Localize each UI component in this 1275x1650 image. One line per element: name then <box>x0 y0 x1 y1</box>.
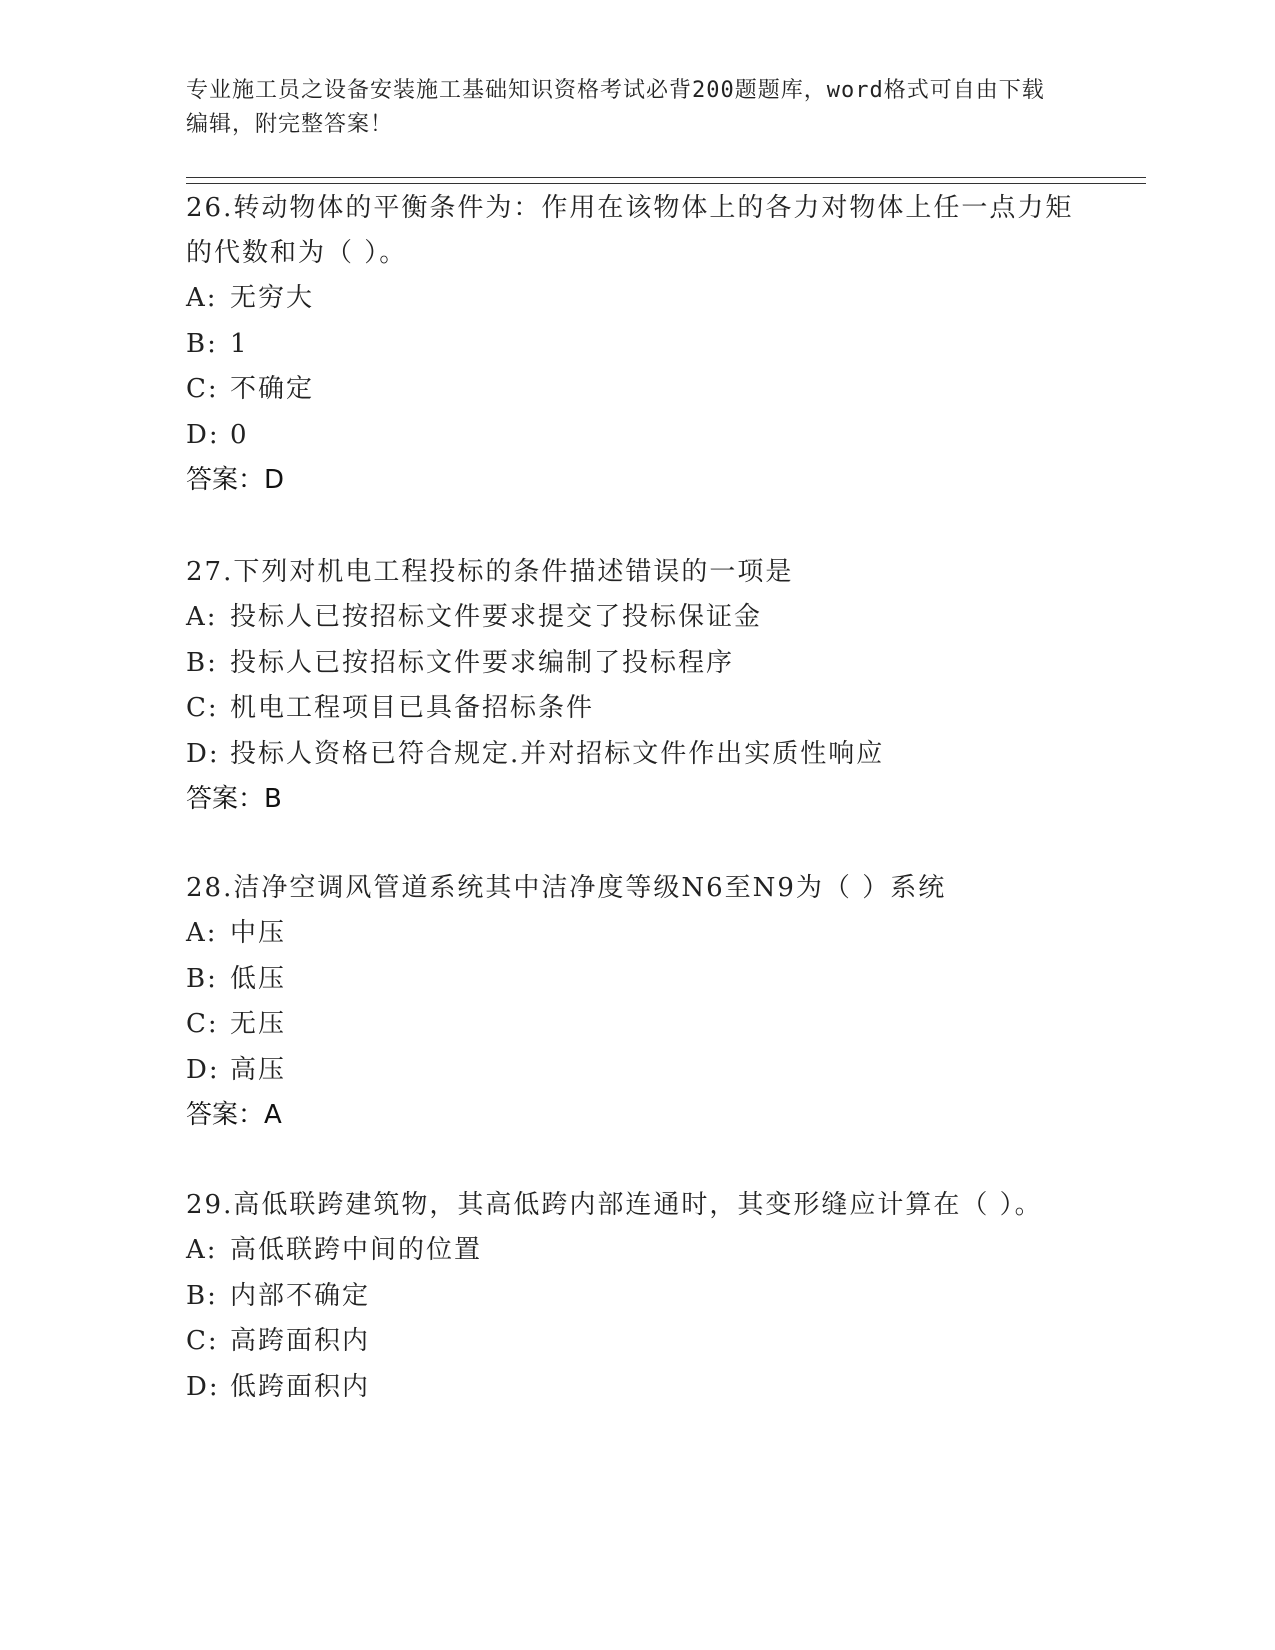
option-text: 1 <box>230 328 249 359</box>
answer-label: 答案： <box>186 1100 265 1130</box>
option-d <box>186 732 1086 778</box>
option-text: 内部不确定 <box>230 1280 371 1311</box>
question-28 <box>186 866 1086 1138</box>
option-text: 机电工程项目已具备招标条件 <box>230 693 595 723</box>
option-key: C: <box>186 1326 219 1356</box>
header-divider-top <box>186 177 1146 178</box>
answer-value: B <box>264 784 282 814</box>
answer-line <box>186 458 1086 503</box>
option-c <box>186 1002 1086 1048</box>
option-key: B: <box>186 1280 218 1311</box>
option-key: D: <box>186 738 220 769</box>
option-key: A: <box>186 1235 218 1265</box>
answer-value: D <box>264 465 285 495</box>
option-key: B: <box>186 963 218 994</box>
answer-line <box>186 777 1086 822</box>
option-text: 无穷大 <box>230 283 315 313</box>
option-key: D: <box>186 1371 220 1402</box>
answer-label: 答案： <box>186 784 265 814</box>
question-29 <box>186 1183 1086 1410</box>
option-b <box>186 322 1086 368</box>
option-d <box>186 1048 1086 1094</box>
option-b <box>186 957 1086 1003</box>
option-text: 不确定 <box>230 374 315 404</box>
option-c <box>186 686 1086 732</box>
option-text: 中压 <box>230 918 287 948</box>
option-c <box>186 1319 1086 1365</box>
option-c <box>186 367 1086 413</box>
option-key: D: <box>186 1054 220 1085</box>
option-b <box>186 641 1086 687</box>
answer-label: 答案： <box>186 465 265 495</box>
option-a <box>186 276 1086 322</box>
option-key: C: <box>186 1009 219 1039</box>
option-a <box>186 911 1086 957</box>
option-text: 投标人已按招标文件要求编制了投标程序 <box>230 647 735 678</box>
option-text: 高跨面积内 <box>230 1326 371 1356</box>
option-key: C: <box>186 693 219 723</box>
option-text: 无压 <box>230 1009 287 1039</box>
option-key: B: <box>186 328 218 359</box>
option-b <box>186 1274 1086 1320</box>
option-d <box>186 1365 1086 1411</box>
question-stem: 27.下列对机电工程投标的条件描述错误的一项是 <box>186 557 794 587</box>
option-text: 投标人资格已符合规定.并对招标文件作出实质性响应 <box>230 738 885 769</box>
option-key: C: <box>186 374 219 404</box>
option-key: A: <box>186 918 218 948</box>
option-key: D: <box>186 419 220 450</box>
option-key: B: <box>186 647 218 678</box>
option-a <box>186 595 1086 641</box>
option-text: 高压 <box>230 1054 287 1085</box>
header-divider-bottom <box>186 183 1146 184</box>
option-text: 低跨面积内 <box>230 1371 371 1402</box>
option-text: 投标人已按招标文件要求提交了投标保证金 <box>230 602 763 632</box>
option-text: 0 <box>230 419 249 450</box>
option-d <box>186 413 1086 459</box>
document-intro: 专业施工员之设备安装施工基础知识资格考试必背200题题库，word格式可自由下载编辑，附完整答案！ <box>186 78 1045 137</box>
question-stem: 28.洁净空调风管道系统其中洁净度等级N6至N9为（ ）系统 <box>186 873 947 903</box>
question-stem: 29.高低联跨建筑物，其高低跨内部连通时，其变形缝应计算在（ ）。 <box>186 1190 1043 1220</box>
question-26 <box>186 186 1086 503</box>
option-text: 高低联跨中间的位置 <box>230 1235 483 1265</box>
question-27 <box>186 550 1086 822</box>
option-text: 低压 <box>230 963 287 994</box>
answer-value: A <box>264 1100 282 1130</box>
option-key: A: <box>186 602 218 632</box>
answer-line <box>186 1093 1086 1138</box>
option-a <box>186 1228 1086 1274</box>
question-stem: 26.转动物体的平衡条件为：作用在该物体上的各力对物体上任一点力矩的代数和为（ ）。 <box>186 193 1074 268</box>
option-key: A: <box>186 283 218 313</box>
